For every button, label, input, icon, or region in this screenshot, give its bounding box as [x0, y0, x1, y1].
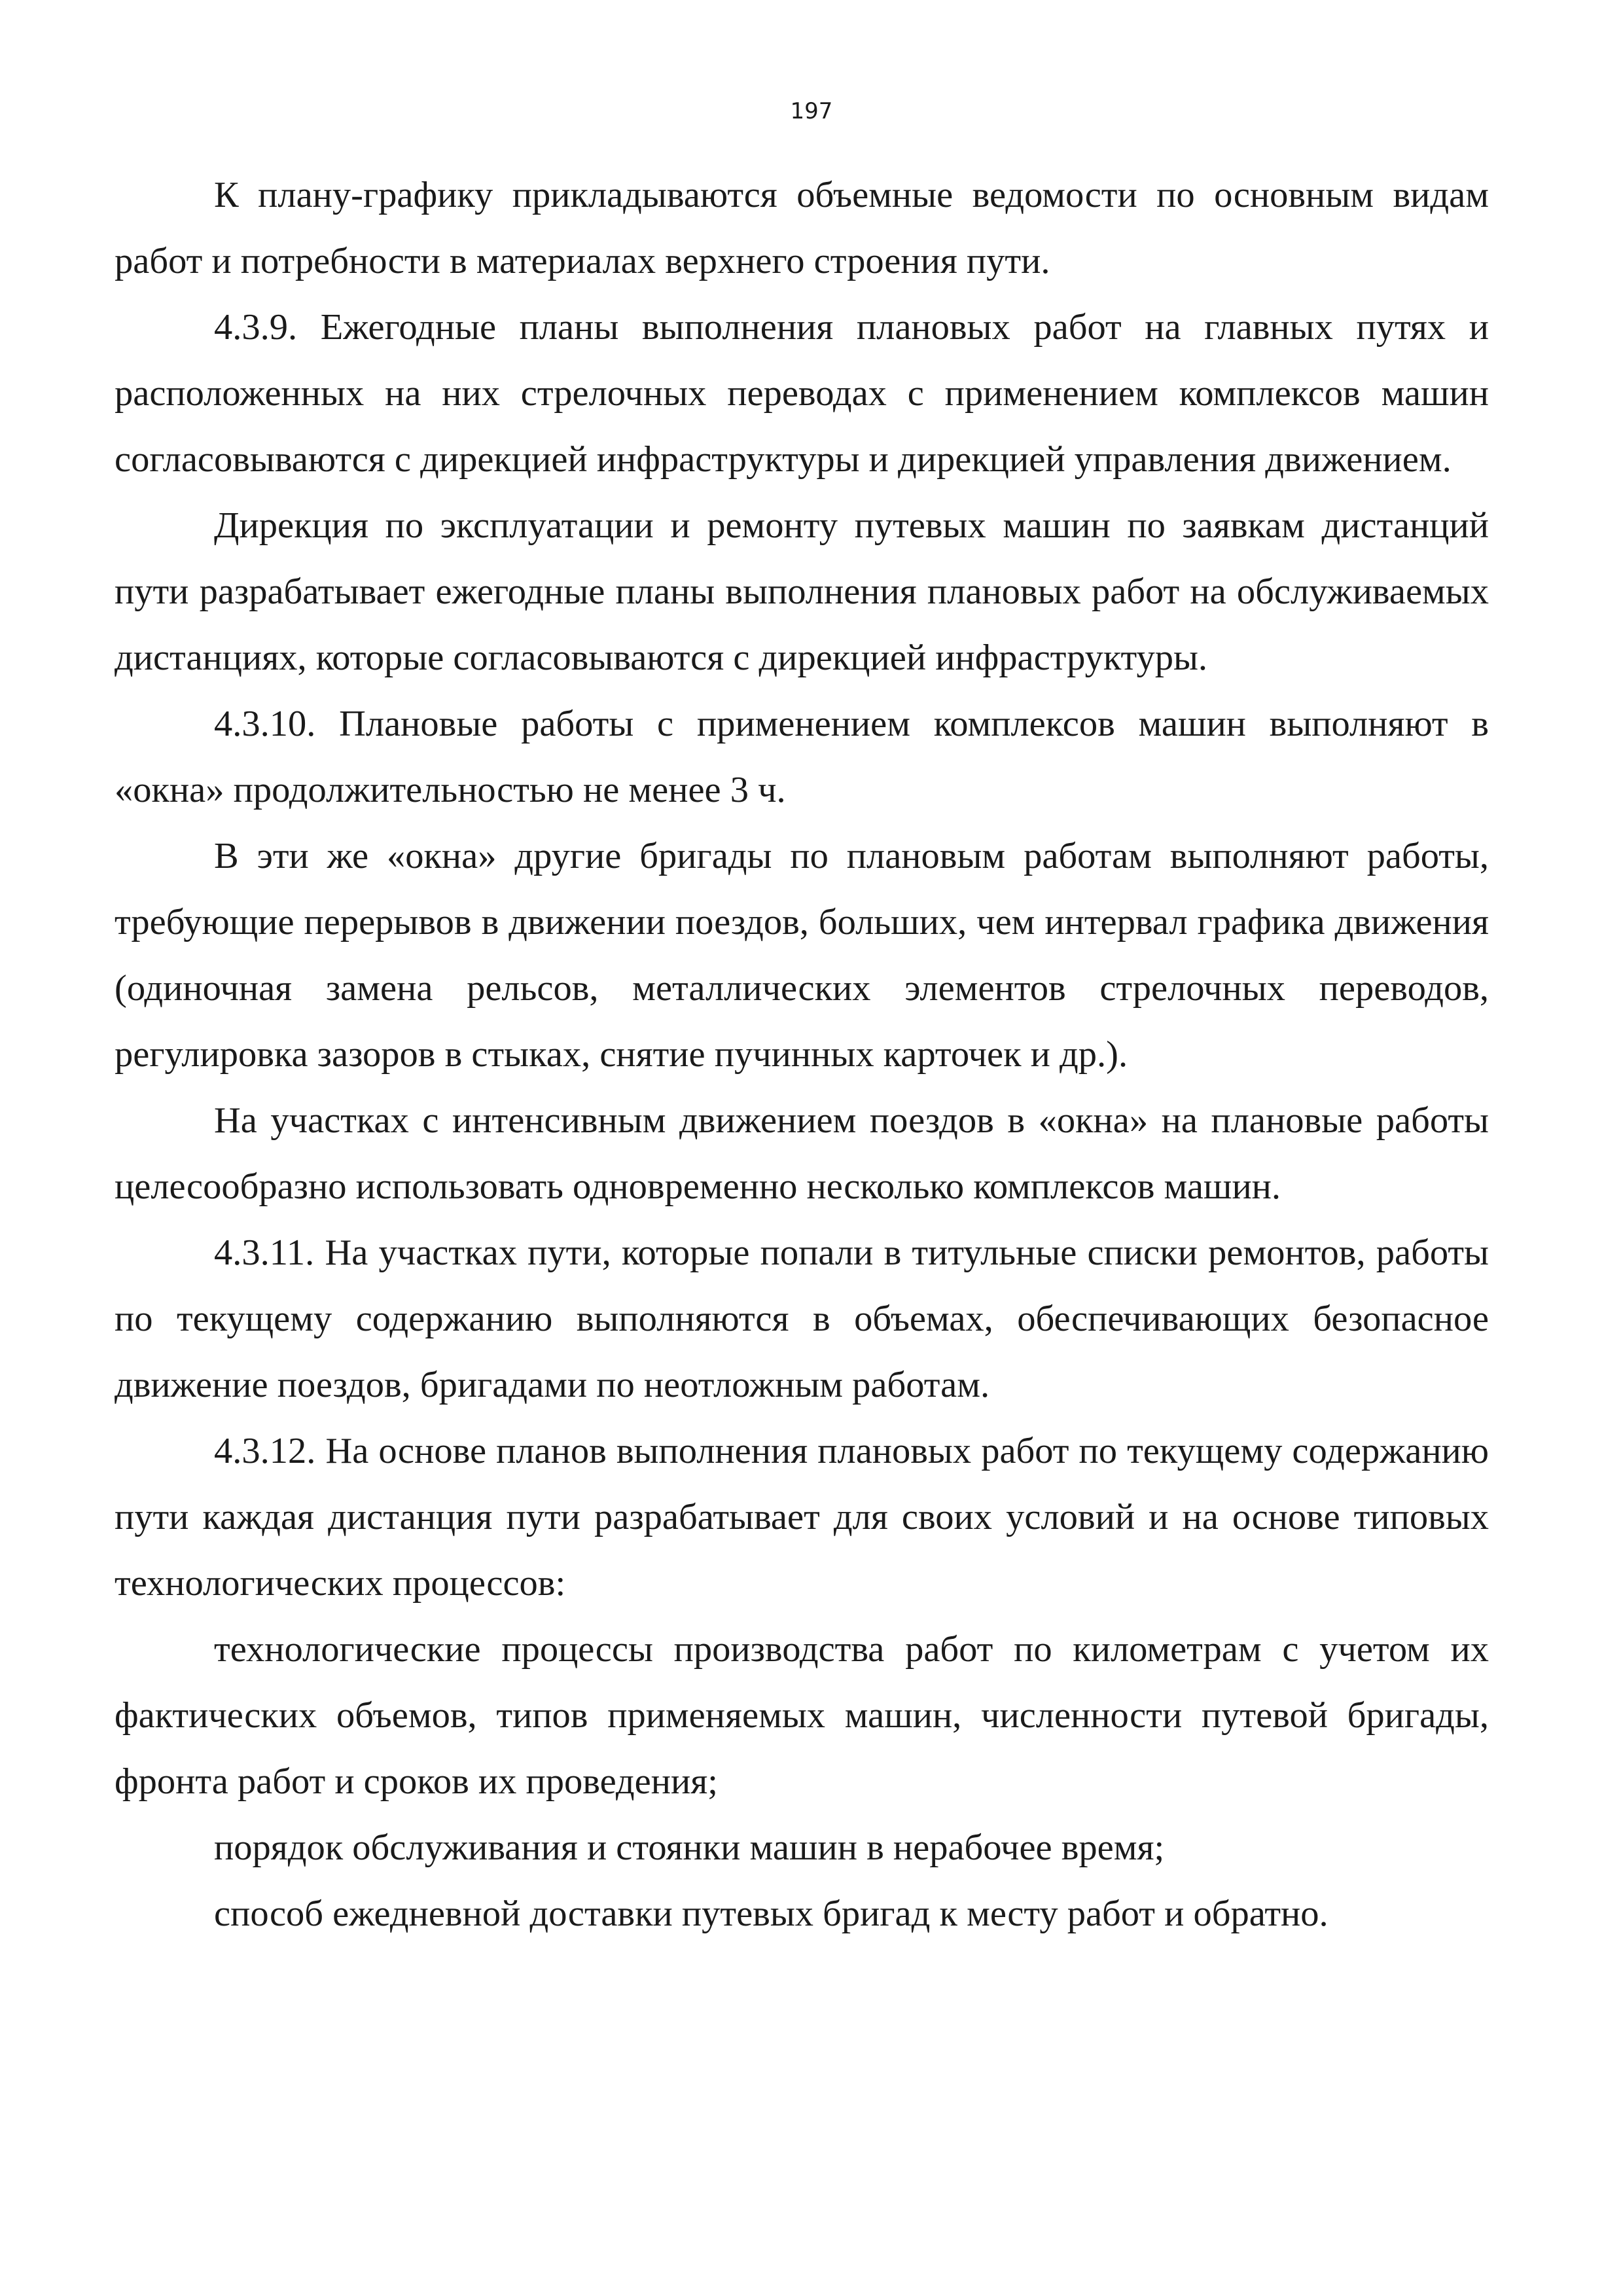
paragraph-windows-other-crews: В эти же «окна» другие бригады по плановым работам выполняют работы, требующие перерывов в движении поездов, больших, чем интервал графика движения (одиночная замена рельсов, металлических элементов стрелочных переводов, регулировка зазоров в стыках, снятие пучинных карточек и др.).: [115, 836, 1489, 1075]
paragraph-machine-directorate: Дирекция по эксплуатации и ремонту путевых машин по заявкам дистанций пути разрабатывает ежегодные планы выполнения плановых работ на обслуживаемых дистанциях, которые согласовываются с дирекцией инфраструктуры.: [115, 505, 1489, 678]
list-item-technological-processes: технологические процессы производства работ по километрам с учетом их фактических объемов, типов применяемых машин, численности путевой бригады, фронта работ и сроков их проведения;: [115, 1629, 1489, 1802]
list-item-crew-delivery: способ ежедневной доставки путевых бригад к месту работ и обратно.: [214, 1893, 1329, 1934]
paragraph-4-3-12: 4.3.12. На основе планов выполнения плановых работ по текущему содержанию пути каждая дистанция пути разрабатывает для своих условий и на основе типовых технологических процессов:: [115, 1431, 1489, 1604]
paragraph-intensive-traffic: На участках с интенсивным движением поездов в «окна» на плановые работы целесообразно использовать одновременно несколько комплексов машин.: [115, 1100, 1489, 1207]
list-item-machine-servicing: порядок обслуживания и стоянки машин в нерабочее время;: [214, 1827, 1165, 1868]
paragraph-4-3-11: 4.3.11. На участках пути, которые попали в титульные списки ремонтов, работы по текущему содержанию выполняются в объемах, обеспечивающих безопасное движение поездов, бригадами по неотложным работам.: [115, 1232, 1489, 1405]
paragraph-attachments: К плану-графику прикладываются объемные ведомости по основным видам работ и потребности в материалах верхнего строения пути.: [115, 175, 1489, 281]
paragraph-4-3-10: 4.3.10. Плановые работы с применением комплексов машин выполняют в «окна» продолжительностью не менее 3 ч.: [115, 704, 1489, 810]
document-body: [115, 162, 1489, 1947]
paragraph-4-3-9: 4.3.9. Ежегодные планы выполнения плановых работ на главных путях и расположенных на них стрелочных переводах с применением комплексов машин согласовываются с дирекцией инфраструктуры и дирекцией управления движением.: [115, 307, 1489, 480]
page-number: 197: [790, 98, 833, 124]
